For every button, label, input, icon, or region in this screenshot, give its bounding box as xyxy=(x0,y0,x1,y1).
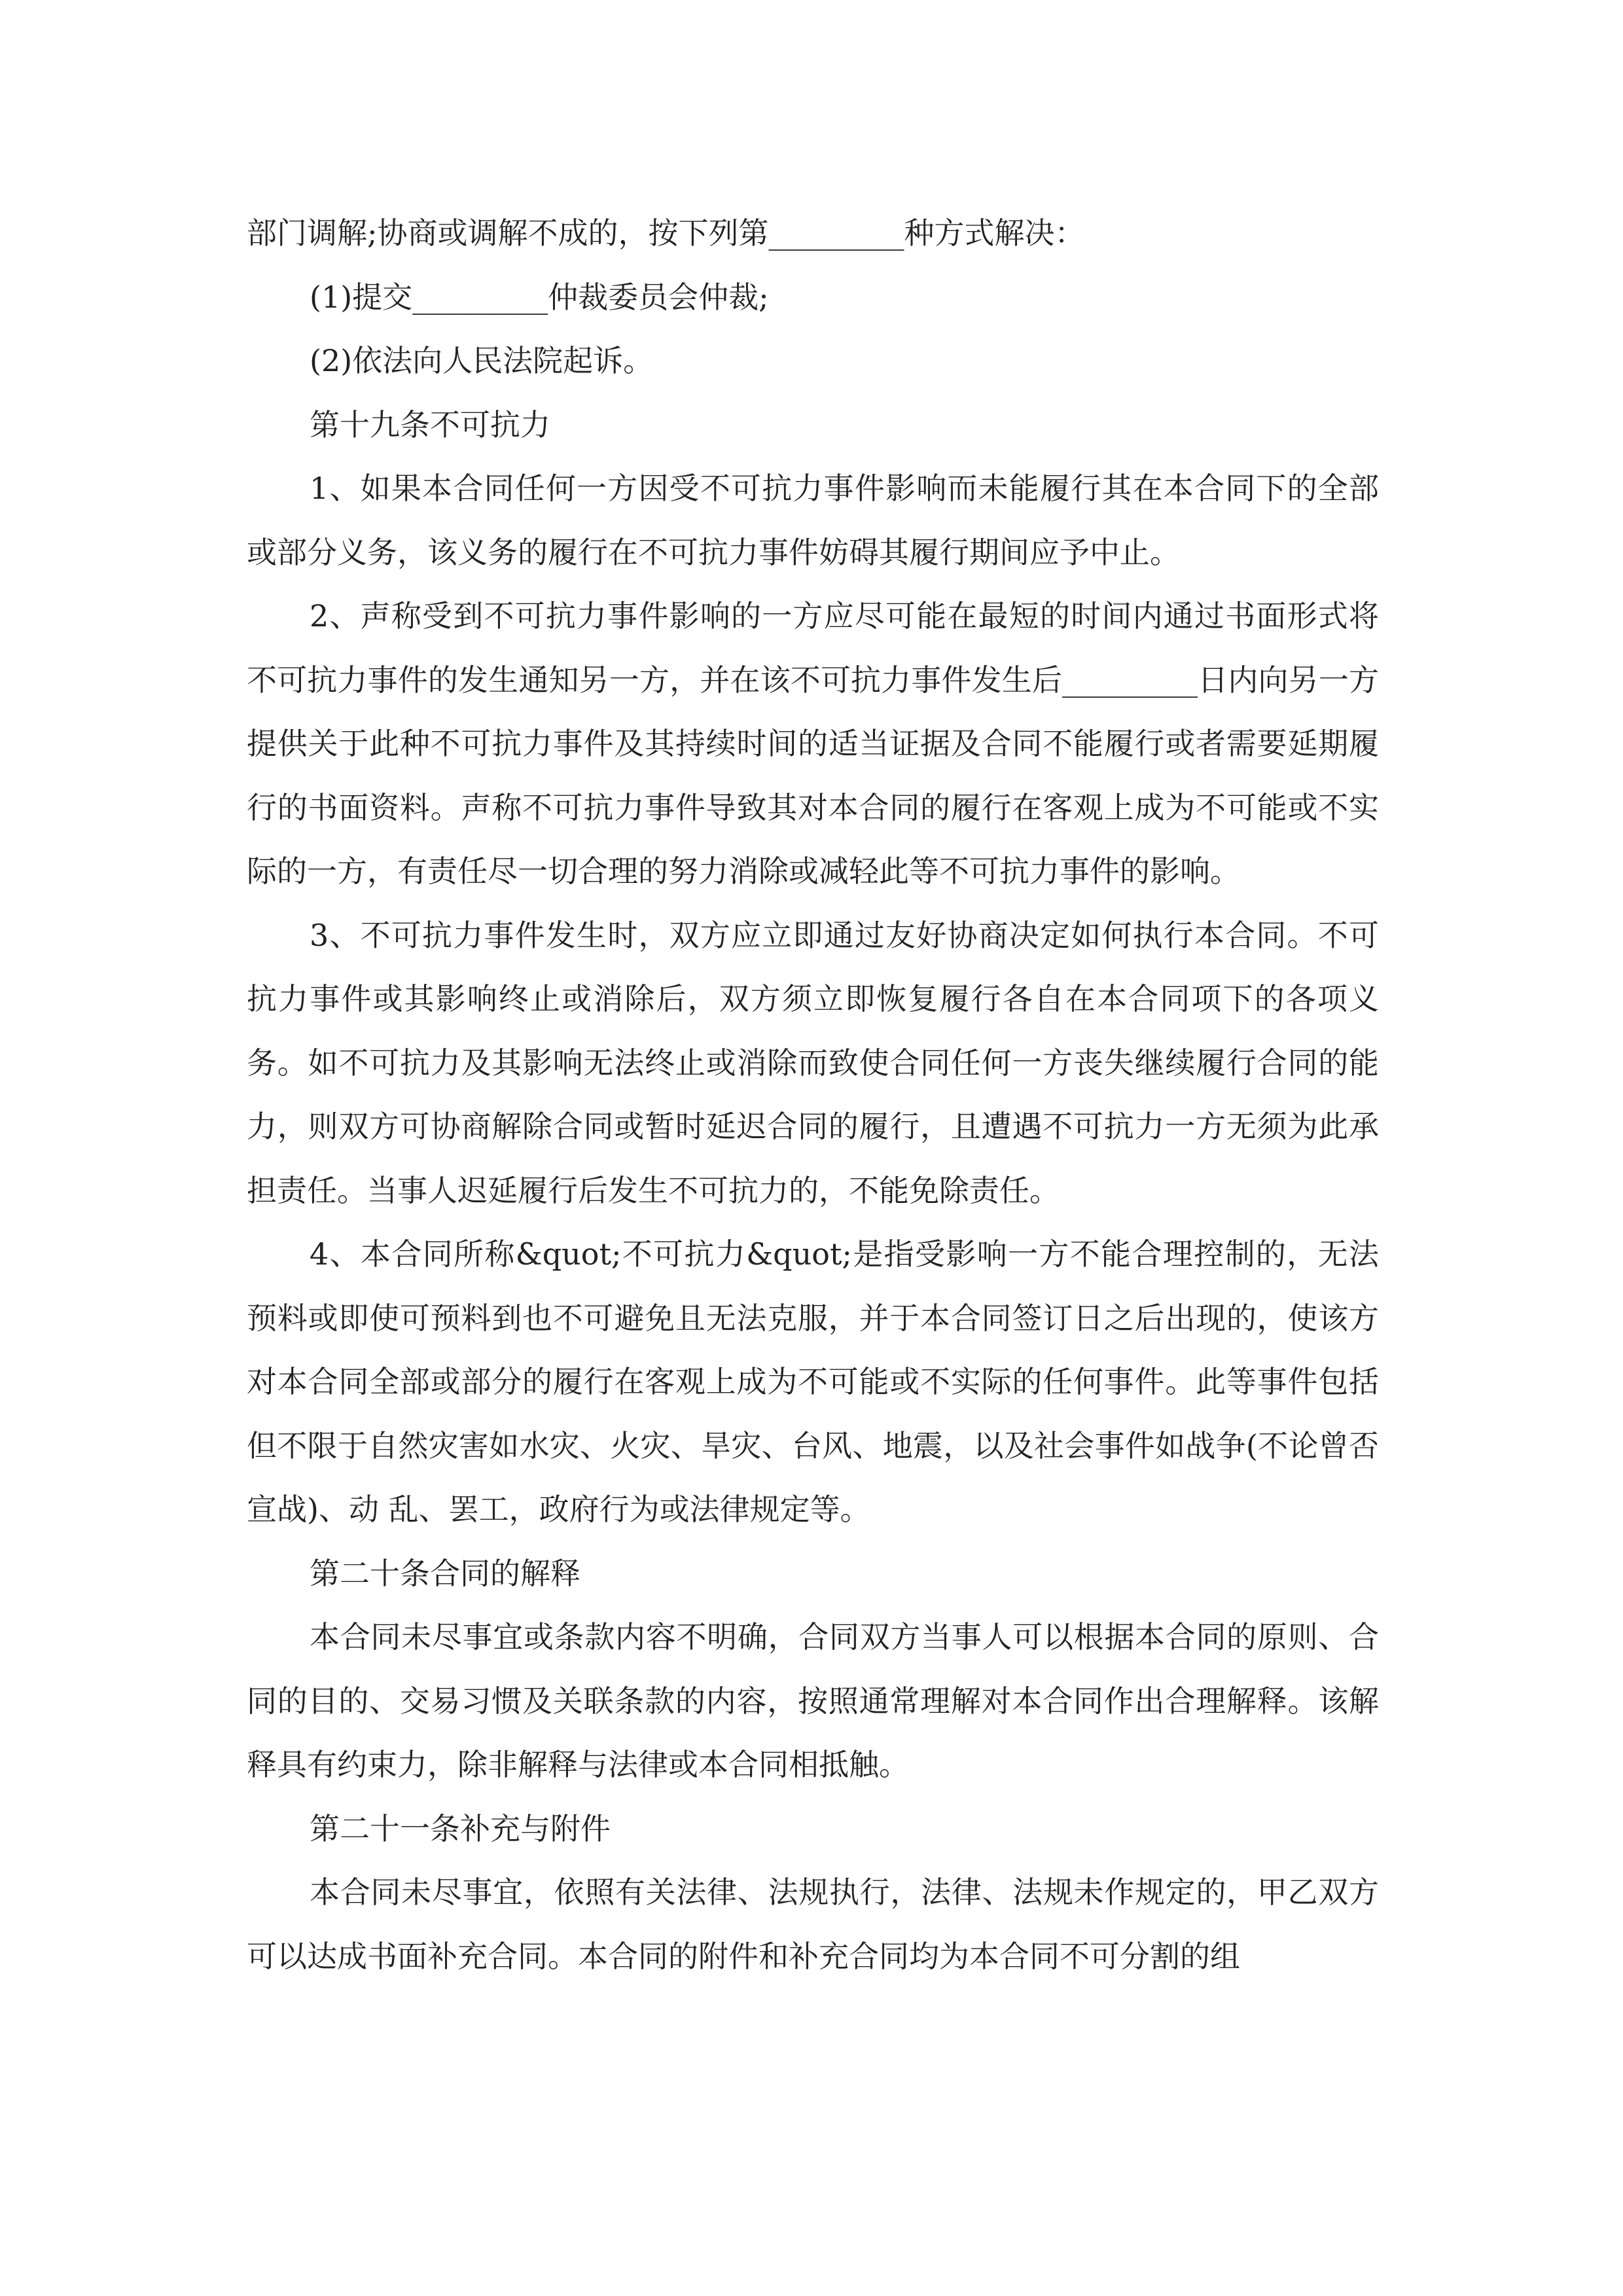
paragraph-article-19-clause-3: 3、不可抗力事件发生时，双方应立即通过友好协商决定如何执行本合同。不可抗力事件或其影响终止或消除后，双方须立即恢复履行各自在本合同项下的各项义务。如不可抗力及其影响无法终止或消除而致使合同任何一方丧失继续履行合同的能力，则双方可协商解除合同或暂时延迟合同的履行，且遭遇不可抗力一方无须为此承担责任。当事人迟延履行后发生不可抗力的，不能免除责任。 xyxy=(247,917,1379,1208)
paragraph-article-19-clause-1: 1、如果本合同任何一方因受不可抗力事件影响而未能履行其在本合同下的全部或部分义务，该义务的履行在不可抗力事件妨碍其履行期间应予中止。 xyxy=(247,471,1379,570)
paragraph-article-21-body: 本合同未尽事宜，依照有关法律、法规执行，法律、法规未作规定的，甲乙双方可以达成书面补充合同。本合同的附件和补充合同均为本合同不可分割的组 xyxy=(247,1874,1379,1974)
paragraph-litigation-option: (2)依法向人民法院起诉。 xyxy=(310,343,654,378)
paragraph-dispute-resolution: 部门调解;协商或调解不成的，按下列第_________种方式解决： xyxy=(247,215,1085,251)
paragraph-article-19-clause-2: 2、声称受到不可抗力事件影响的一方应尽可能在最短的时间内通过书面形式将不可抗力事件的发生通知另一方，并在该不可抗力事件发生后_________日内向另一方提供关于此种不可抗力事件及其持续时间的适当证据及合同不能履行或者需要延期履行的书面资料。声称不可抗力事件导致其对本合同的履行在客观上成为不可能或不实际的一方，有责任尽一切合理的努力消除或减轻此等不可抗力事件的影响。 xyxy=(247,598,1379,889)
paragraph-arbitration-option: (1)提交_________仲裁委员会仲裁; xyxy=(310,279,769,315)
heading-article-20: 第二十条合同的解释 xyxy=(310,1555,580,1591)
heading-article-19: 第十九条不可抗力 xyxy=(310,406,550,442)
paragraph-article-19-clause-4: 4、本合同所称&quot;不可抗力&quot;是指受影响一方不能合理控制的，无法预料或即使可预料到也不可避免且无法克服，并于本合同签订日之后出现的，使该方对本合同全部或部分的履行在客观上成为不可能或不实际的任何事件。此等事件包括但不限于自然灾害如水灾、火灾、旱灾、台风、地震，以及社会事件如战争(不论曾否宣战)、动 乱、罢工，政府行为或法律规定等。 xyxy=(247,1236,1379,1527)
paragraph-article-20-body: 本合同未尽事宜或条款内容不明确，合同双方当事人可以根据本合同的原则、合同的目的、交易习惯及关联条款的内容，按照通常理解对本合同作出合理解释。该解释具有约束力，除非解释与法律或本合同相抵触。 xyxy=(247,1619,1379,1782)
heading-article-21: 第二十一条补充与附件 xyxy=(310,1810,611,1846)
document-body xyxy=(247,202,1379,1988)
